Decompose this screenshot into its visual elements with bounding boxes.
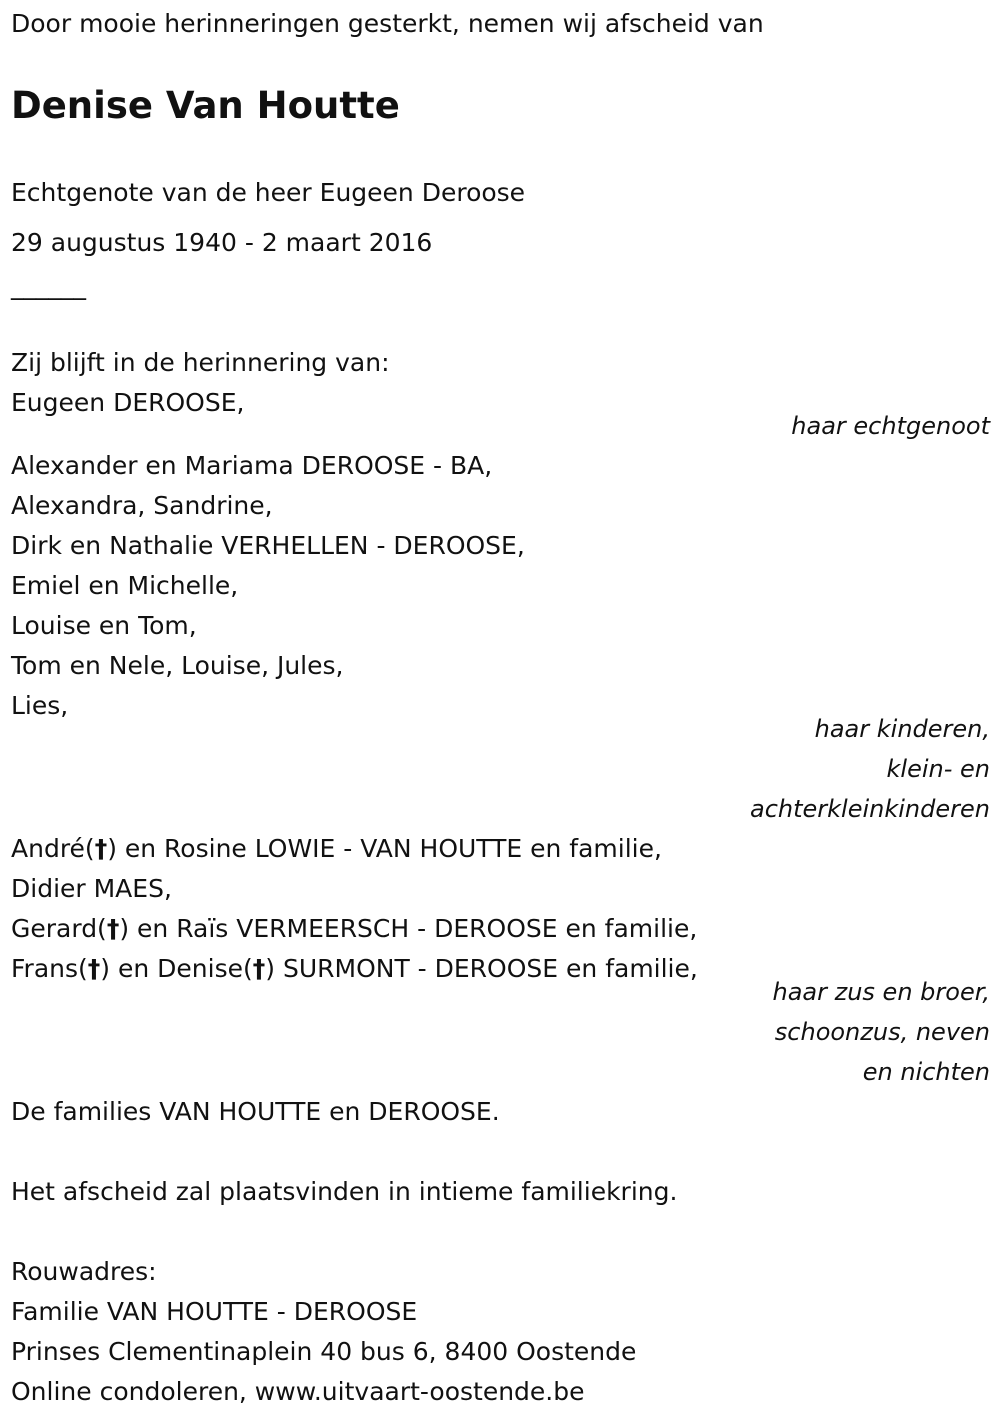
children-relation-3: achterkleinkinderen bbox=[750, 795, 990, 823]
cross-icon: † bbox=[252, 954, 266, 983]
separator-line: ______ bbox=[11, 271, 86, 300]
siblings-relation-2: schoonzus, neven bbox=[774, 1018, 990, 1046]
life-dates: 29 augustus 1940 - 2 maart 2016 bbox=[11, 228, 433, 257]
farewell-line: Het afscheid zal plaatsvinden in intieme familiekring. bbox=[11, 1177, 678, 1206]
children-relation-1: haar kinderen, bbox=[814, 715, 990, 743]
children-line-5: Louise en Tom, bbox=[11, 611, 197, 640]
cross-icon: † bbox=[94, 834, 108, 863]
children-relation-2: klein- en bbox=[886, 755, 990, 783]
cross-icon: † bbox=[106, 914, 120, 943]
children-line-1: Alexander en Mariama DEROOSE - BA, bbox=[11, 451, 493, 480]
children-line-6: Tom en Nele, Louise, Jules, bbox=[11, 651, 344, 680]
children-line-7: Lies, bbox=[11, 691, 69, 720]
children-line-2: Alexandra, Sandrine, bbox=[11, 491, 273, 520]
sibling-line-4: Frans(†) en Denise(†) SURMONT - DEROOSE en familie, bbox=[11, 954, 698, 983]
sibling-line-1: André(†) en Rosine LOWIE - VAN HOUTTE en familie, bbox=[11, 834, 662, 863]
address-street: Prinses Clementinaplein 40 bus 6, 8400 Oostende bbox=[11, 1337, 637, 1366]
siblings-relation-1: haar zus en broer, bbox=[772, 978, 990, 1006]
husband-name: Eugeen DEROOSE, bbox=[11, 388, 245, 417]
intro-text: Door mooie herinneringen gesterkt, nemen wij afscheid van bbox=[11, 9, 764, 38]
online-condolences: Online condoleren, www.uitvaart-oostende.be bbox=[11, 1377, 585, 1406]
address-family: Familie VAN HOUTTE - DEROOSE bbox=[11, 1297, 418, 1326]
remembered-by-heading: Zij blijft in de herinnering van: bbox=[11, 348, 390, 377]
spouse-line: Echtgenote van de heer Eugeen Deroose bbox=[11, 178, 526, 207]
address-label: Rouwadres: bbox=[11, 1257, 157, 1286]
sibling-line-3: Gerard(†) en Raïs VERMEERSCH - DEROOSE en familie, bbox=[11, 914, 698, 943]
deceased-name: Denise Van Houtte bbox=[11, 84, 400, 127]
husband-relation: haar echtgenoot bbox=[791, 412, 990, 440]
siblings-relation-3: en nichten bbox=[862, 1058, 990, 1086]
sibling-line-2: Didier MAES, bbox=[11, 874, 172, 903]
families-line: De families VAN HOUTTE en DEROOSE. bbox=[11, 1097, 500, 1126]
cross-icon: † bbox=[87, 954, 101, 983]
children-line-3: Dirk en Nathalie VERHELLEN - DEROOSE, bbox=[11, 531, 525, 560]
children-line-4: Emiel en Michelle, bbox=[11, 571, 239, 600]
